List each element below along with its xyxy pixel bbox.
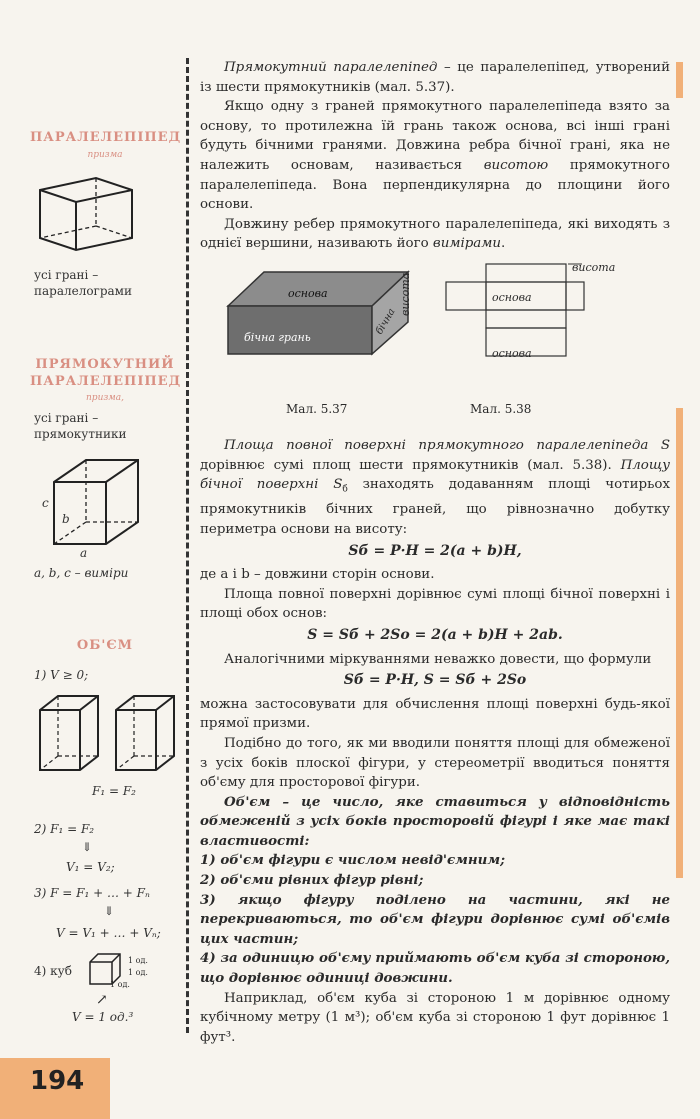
rect-caption-1: усі грані – [34,411,99,425]
volume-prop-2c: V₁ = V₂; [66,860,115,874]
fig538-base-label-2: основа [492,346,532,360]
parallelepiped-figure [36,168,136,260]
paragraph-total: Площа повної поверхні дорівнює сумі площі бічної поверхні і площі обох основ: [200,586,670,622]
volume-prop-2b: ⇓ [82,840,93,854]
formula-lateral: Sб = P·H = 2(a + b)H, [348,542,522,559]
unit-arrow-icon: ↗ [96,992,108,1008]
paragraph-surface: Площа повної поверхні прямокутного паралелепіпеда S дорівнює сумі площ шести прямокутників (мал. 5.38). Площу бічної поверхні $S_б$ знаходять додаванням площі чотирьох прямокутників бічних граней, що рівнозначно добутку периметра основи на висоту: [200,437,670,537]
paragraph-analog: Аналогічними міркуваннями неважко довести, що формули [224,651,652,667]
page-number-box [0,1058,110,1119]
parallelepiped-caption-1: усі грані – [34,268,99,282]
unit-label-1: 1 од. [128,956,148,965]
accent-bar-top [676,62,683,98]
main-text [200,58,670,1047]
volume-prop-4-result: V = 1 од.³ [72,1010,134,1024]
volume-prop-2a: 2) F₁ = F₂ [34,822,95,836]
fig537-height-label: висота [399,272,412,316]
formula-total: S = Sб + 2Sо = 2(a + b)H + 2ab. [307,626,563,643]
rect-title-2: ПАРАЛЕЛЕПІПЕД [30,374,182,389]
fig537-side-label: бічна [373,306,398,337]
equal-boxes-figure [36,690,186,780]
volume-prop-4: 4) куб [34,964,72,978]
paragraph-definition: Прямокутний паралелепіпед – це паралелепіпед, утворений із шести прямокутників (мал. 5.37). [200,60,670,95]
paragraph-prism: можна застосовувати для обчислення площі поверхні будь-якої прямої призми. [200,696,670,732]
label-a: a [80,546,88,560]
volume-prop-1: 1) V ≥ 0; [34,668,89,682]
rect-box-figure [46,452,146,552]
paragraph-volume-def: Об'єм – це число, яке ставиться у відповідність обмеженій з усіх боків просторовій фігурі і яке має такі властивості: [200,793,670,849]
fig538-height-label: висота [572,260,616,274]
sidebar [0,0,182,1119]
rect-subtitle: призма, [86,393,124,403]
formula-prism: Sб = P·H, S = Sб + 2Sо [343,672,527,689]
paragraph-dimensions: Довжину ребер прямокутного паралелепіпеда, які виходять з однієї вершини, називають його вимірами. [200,216,670,252]
volume-prop-3a: 3) F = F₁ + … + Fₙ [34,886,150,900]
fig538-caption: Мал. 5.38 [470,401,532,416]
page-number: 194 [30,1066,85,1096]
paragraph-volume-intro: Подібно до того, як ми вводили поняття площі для обмеженої з усіх боків плоскої фігури, у стереометрії вводиться поняття об'єму для просторової фігури. [200,735,670,791]
fig537-front-label: бічна грань [244,330,311,344]
unit-label-2: 1 од. [128,968,148,977]
margin-divider [186,58,189,1033]
label-c: c [42,496,49,510]
volume-prop-3c: V = V₁ + … + Vₙ; [56,926,161,940]
fig538-base-label-1: основа [492,290,532,304]
parallelepiped-caption-2: паралелограми [34,284,133,298]
parallelepiped-title: ПАРАЛЕЛЕПІПЕД [30,130,182,145]
paragraph-example: Наприклад, об'єм куба зі стороною 1 м дорівнює одному кубічному метру (1 м³); об'єм куба зі стороною 1 фут дорівнює 1 фут³. [200,990,670,1045]
label-b: b [62,512,70,526]
parallelepiped-subtitle: призма [87,150,123,160]
fig537-caption: Мал. 5.37 [286,401,348,416]
volume-title: ОБ'ЄМ [76,638,134,653]
rect-caption-2: прямокутники [34,427,127,441]
rect-title-1: ПРЯМОКУТНИЙ [35,357,175,372]
volume-property-2: 2) об'єми рівних фігур рівні; [200,872,424,889]
volume-property-1: 1) об'єм фігури є числом невід'ємним; [200,852,506,869]
figures-row [200,254,670,426]
accent-bar-middle [676,408,683,878]
fig537-top-label: основа [288,286,328,300]
paragraph-sides: де a і b – довжини сторін основи. [200,567,435,583]
volume-property-3: 3) якщо фігуру поділено на частини, які не перекриваються, то об'єм фігури дорівнює сумі об'ємів цих частин; [200,891,670,947]
f-equal: F₁ = F₂ [92,784,136,798]
paragraph-faces: Якщо одну з граней прямокутного паралелепіпеда взято за основу, то протилежна їй грань також основа, всі інші грані будуть бічними гранями. Довжина ребра бічної грані, яка не належить основам, називається висотою прямокутного паралелепіпеда. Вона перпендикулярна до площини його основи. [200,99,670,213]
unit-label-3: 1 од. [110,980,130,989]
dims-caption: a, b, c – виміри [34,566,129,580]
volume-prop-3b: ⇓ [104,904,115,918]
volume-property-4: 4) за одиницю об'єму приймають об'єм куба зі стороною, що дорівнює одиниці довжини. [200,950,670,987]
